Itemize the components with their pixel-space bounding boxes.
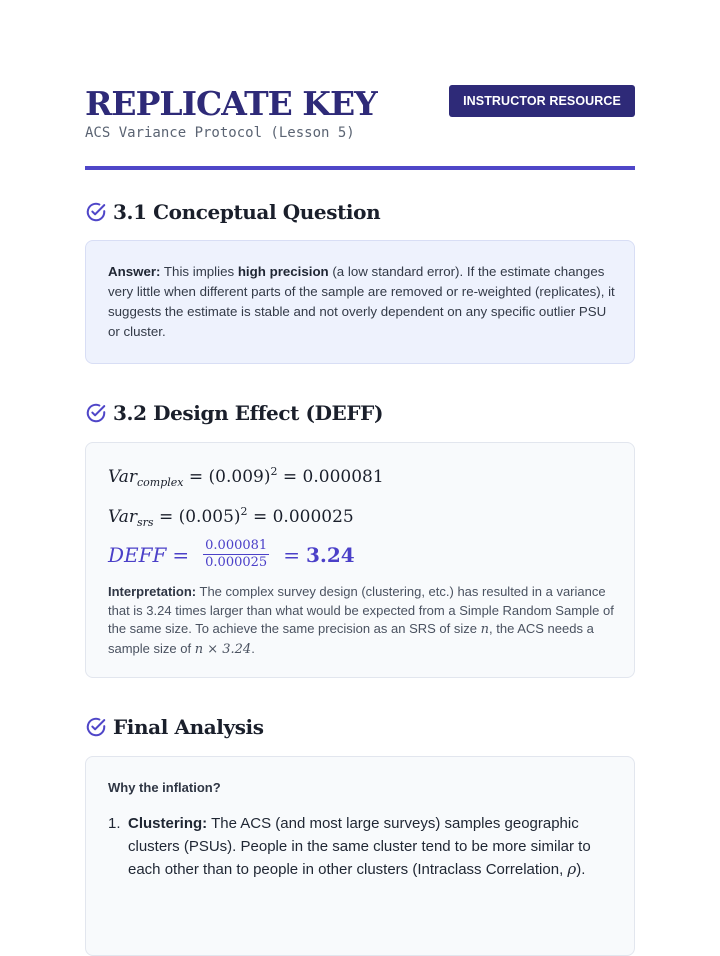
why-heading: Why the inflation? (108, 780, 221, 795)
answer-paragraph (108, 262, 616, 342)
math-expression: n × 3.24 (194, 641, 252, 657)
equation-var-srs: $Var_{srs} = (0.005)^2 = 0.000025$ (108, 505, 354, 529)
list-item-label: Clustering: (128, 815, 208, 832)
page-title: REPLICATE KEY (85, 84, 377, 123)
interpretation-text: , the ACS needs a sample size of (108, 621, 594, 656)
eq-result: = 0.000081 (282, 467, 384, 487)
answer-emphasis: high precision (237, 264, 329, 279)
eq-base: (0.009) (208, 467, 271, 487)
check-circle-icon (85, 402, 107, 424)
list-text (128, 813, 608, 882)
answer-label: Answer: (108, 264, 161, 279)
section-heading-deff (85, 399, 383, 427)
equation-deff (108, 539, 355, 570)
header-divider (85, 166, 635, 170)
answer-text: This implies (160, 264, 238, 279)
section-title: 3.2 Design Effect (DEFF) (113, 401, 384, 425)
eq-sub: srs (136, 516, 154, 529)
section-title: 3.1 Conceptual Question (113, 200, 381, 224)
section-title: Final Analysis (113, 715, 264, 739)
eq-sub: complex (136, 476, 184, 489)
fraction-denominator: 0.000025 (205, 555, 268, 570)
math-rho: ρ (567, 860, 577, 878)
equation-var-complex: $Var_{complex} = (0.009)^2 = 0.000081$ (108, 465, 384, 489)
deff-result: 3.24 (305, 542, 355, 567)
interpretation-text: . (251, 640, 255, 656)
fraction-numerator: 0.000081 (205, 538, 268, 553)
section-heading-conceptual (85, 198, 380, 226)
deff-lhs: DEFF (108, 542, 167, 567)
instructor-resource-badge: INSTRUCTOR RESOURCE (449, 85, 635, 117)
eq-exp: 2 (240, 505, 248, 518)
header (85, 86, 635, 170)
answer-card (85, 240, 635, 364)
deff-card (85, 442, 635, 678)
eq-base: (0.005) (178, 507, 241, 527)
check-circle-icon (85, 201, 107, 223)
equals-sign: = (172, 542, 190, 567)
interpretation-text: The complex survey design (clustering, etc.) has resulted in a variance that is 3.24 times larger than what would be expected from a Simple Random Sample of the same size. To achieve the same precision as an SRS of size (108, 584, 614, 636)
list-item-text: The ACS (and most large surveys) samples geographic clusters (PSUs). People in the same cluster tend to be more similar to each other than to people in other clusters (Intraclass Correlation, (128, 815, 591, 878)
eq-var: Var (108, 467, 137, 487)
final-analysis-card (85, 756, 635, 956)
interpretation-label: Interpretation: (108, 584, 197, 599)
list-item (108, 813, 608, 882)
eq-result: = 0.000025 (252, 507, 354, 527)
interpretation-paragraph (108, 583, 618, 659)
list-number: 1. (108, 815, 121, 832)
math-n: n (480, 622, 489, 637)
section-heading-final (85, 713, 264, 741)
answer-text: (a low standard error). If the estimate changes very little when different parts of the sample are removed or re-weighted (replicates), it suggests the estimate is stable and not overly dependent on any specific outlier PSU or cluster. (108, 264, 615, 339)
page-subtitle: ACS Variance Protocol (Lesson 5) (85, 125, 355, 141)
eq-var: Var (108, 507, 137, 527)
deff-fraction (203, 539, 269, 570)
list-item-text: ). (576, 861, 586, 878)
eq-exp: 2 (270, 465, 278, 478)
equals-sign: = (283, 542, 300, 567)
check-circle-icon (85, 716, 107, 738)
